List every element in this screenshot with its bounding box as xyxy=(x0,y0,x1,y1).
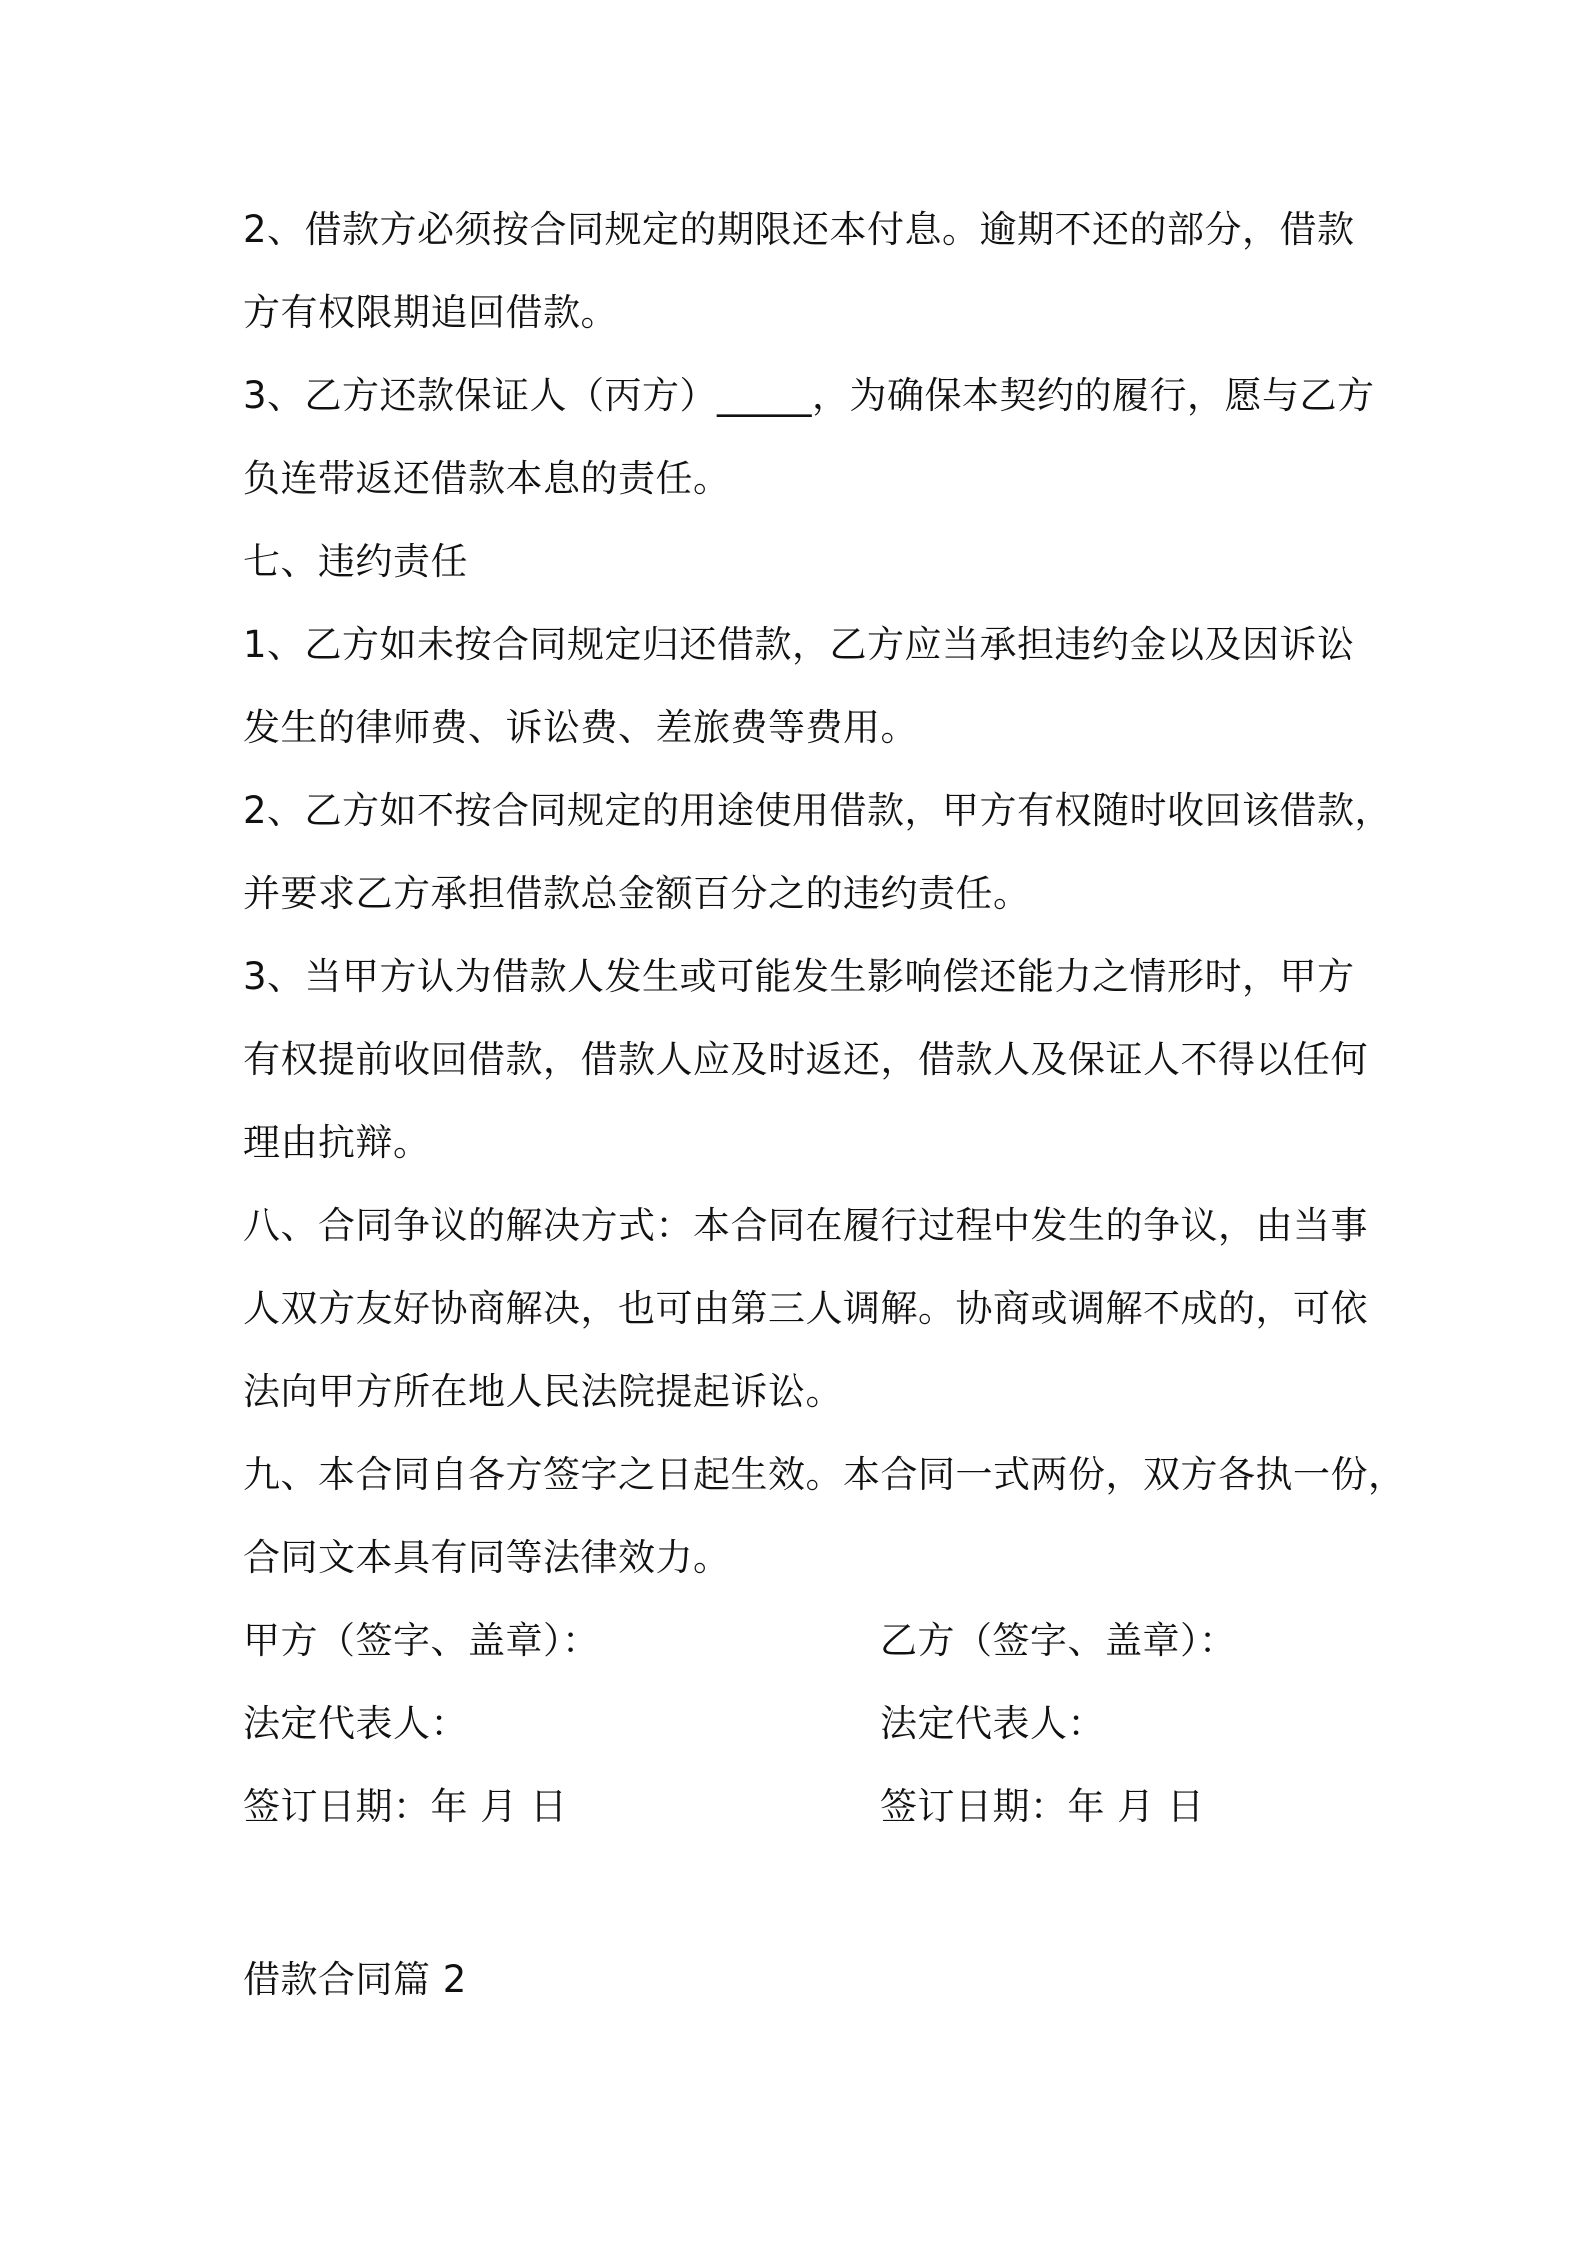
text-line: 3、乙方还款保证人（丙方）_____，为确保本契约的履行，愿与乙方 xyxy=(243,374,1375,417)
text-line: 3、当甲方认为借款人发生或可能发生影响偿还能力之情形时，甲方 xyxy=(243,955,1355,998)
section-heading: 七、违约责任 xyxy=(243,540,468,583)
text-line: 发生的律师费、诉讼费、差旅费等费用。 xyxy=(243,706,918,749)
text-line: 八、合同争议的解决方式：本合同在履行过程中发生的争议，由当事 xyxy=(243,1204,1368,1247)
text-line: 法向甲方所在地人民法院提起诉讼。 xyxy=(243,1370,843,1413)
text-line: 负连带返还借款本息的责任。 xyxy=(243,457,731,500)
party-b-date-label: 签订日期：年 月 日 xyxy=(880,1785,1205,1828)
text-line: 方有权限期追回借款。 xyxy=(243,291,618,334)
text-line: 理由抗辩。 xyxy=(243,1121,431,1164)
text-line: 合同文本具有同等法律效力。 xyxy=(243,1536,731,1579)
text-line: 2、借款方必须按合同规定的期限还本付息。逾期不还的部分，借款 xyxy=(243,208,1355,251)
party-a-date-label: 签订日期：年 月 日 xyxy=(243,1785,568,1828)
text-line: 并要求乙方承担借款总金额百分之的违约责任。 xyxy=(243,872,1031,915)
party-b-representative-label: 法定代表人： xyxy=(880,1702,1105,1745)
next-section-heading: 借款合同篇 2 xyxy=(243,1958,467,2001)
text-line: 2、乙方如不按合同规定的用途使用借款，甲方有权随时收回该借款， xyxy=(243,789,1393,832)
text-line: 九、本合同自各方签字之日起生效。本合同一式两份，双方各执一份， xyxy=(243,1453,1406,1496)
text-line: 有权提前收回借款，借款人应及时返还，借款人及保证人不得以任何 xyxy=(243,1038,1368,1081)
text-line: 1、乙方如未按合同规定归还借款，乙方应当承担违约金以及因诉讼 xyxy=(243,623,1355,666)
party-b-signature-label: 乙方（签字、盖章）： xyxy=(880,1619,1237,1662)
party-a-representative-label: 法定代表人： xyxy=(243,1702,468,1745)
party-a-signature-label: 甲方（签字、盖章）： xyxy=(243,1619,600,1662)
text-line: 人双方友好协商解决，也可由第三人调解。协商或调解不成的，可依 xyxy=(243,1287,1368,1330)
